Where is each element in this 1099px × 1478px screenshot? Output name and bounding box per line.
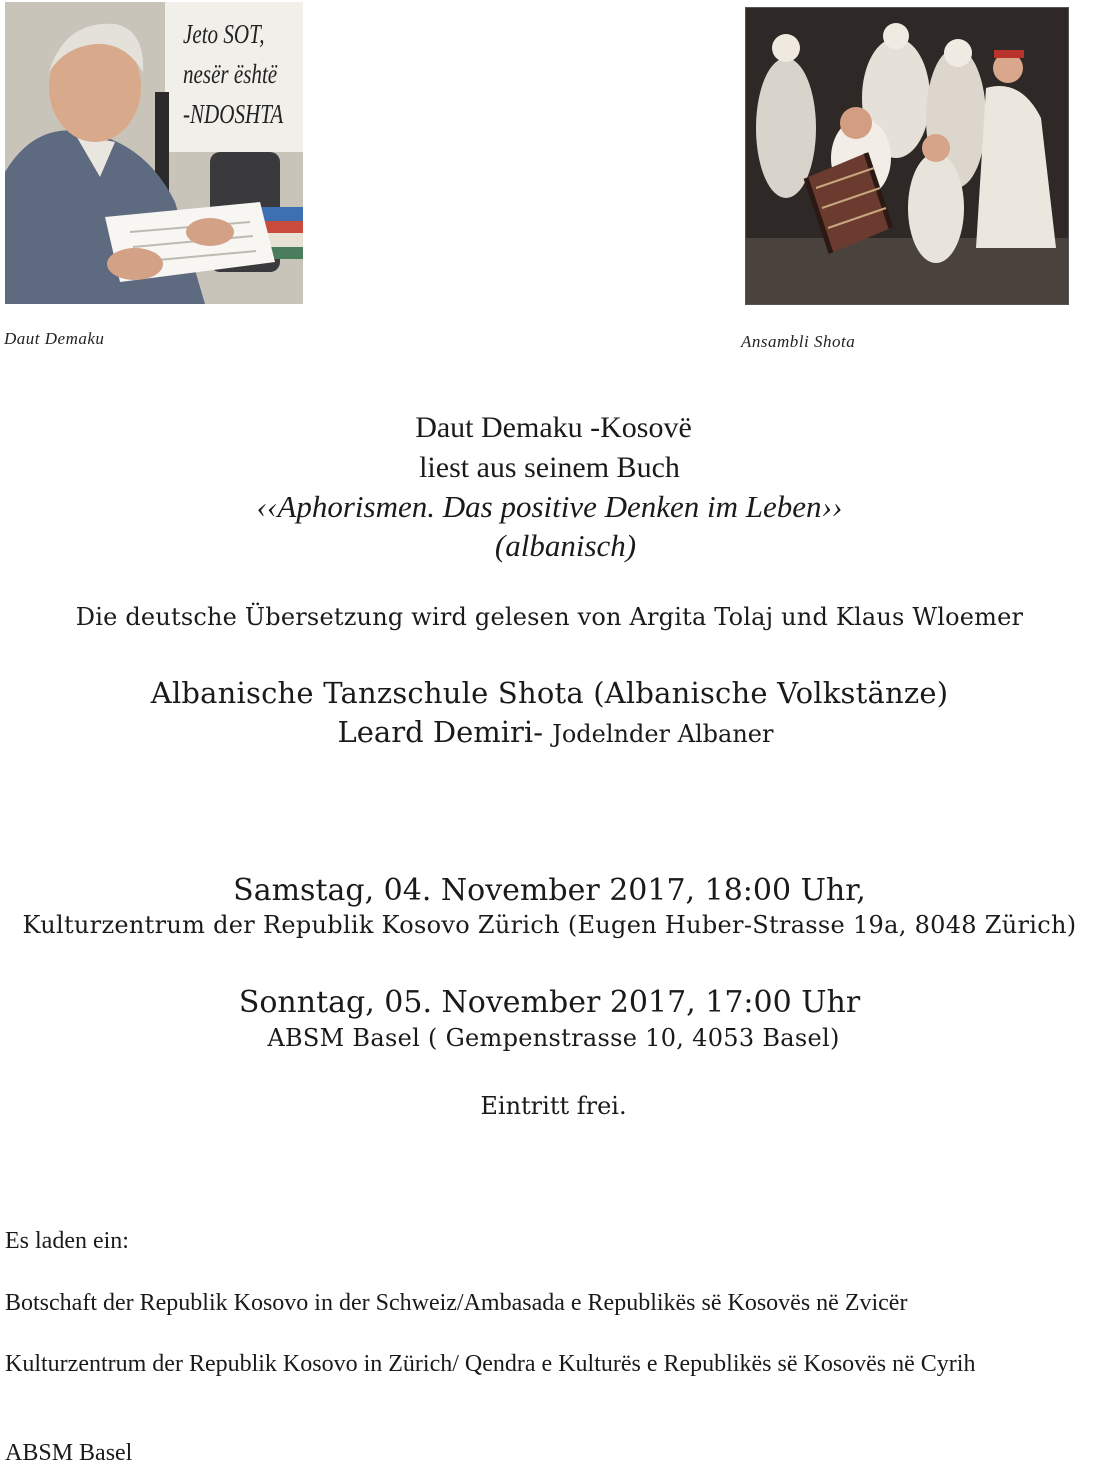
event-title-author: Daut Demaku -Kosovë bbox=[415, 411, 692, 444]
event-title-language: (albanisch) bbox=[494, 528, 637, 563]
program-singer bbox=[0, 715, 1099, 749]
event-title-reads: liest aus seinem Buch bbox=[419, 451, 680, 484]
entry-note: Eintritt frei. bbox=[480, 1092, 627, 1120]
host-organization: ABSM Basel bbox=[5, 1440, 133, 1466]
ensemble-photo-caption: Ansambli Shota bbox=[741, 332, 856, 351]
event-1-date: Samstag, 04. November 2017, 18:00 Uhr, bbox=[233, 873, 866, 908]
host-organization: Kulturzentrum der Republik Kosovo in Zürich/ Qendra e Kulturës e Republikës së Kosovës në Cyrih bbox=[5, 1351, 976, 1377]
photo-quote-line-3: -NDOSHTA bbox=[183, 99, 284, 129]
host-organization: Botschaft der Republik Kosovo in der Schweiz/Ambasada e Republikës së Kosovës në Zvicër bbox=[5, 1290, 908, 1316]
singer-name: Leard Demiri- bbox=[337, 715, 543, 749]
hosts-label: Es laden ein: bbox=[5, 1228, 129, 1254]
event-title-book: ‹‹Aphorismen. Das positive Denken im Leben›› bbox=[256, 489, 843, 524]
author-photo-caption: Daut Demaku bbox=[4, 329, 105, 348]
photo-quote-line-1: Jeto SOT, bbox=[183, 19, 265, 49]
event-2-date: Sonntag, 05. November 2017, 17:00 Uhr bbox=[238, 985, 861, 1020]
photo-quote bbox=[183, 14, 283, 134]
event-1-venue: Kulturzentrum der Republik Kosovo Zürich (Eugen Huber-Strasse 19a, 8048 Zürich) bbox=[22, 911, 1077, 939]
dance-ensemble-illustration bbox=[746, 8, 1068, 304]
program-dance-school: Albanische Tanzschule Shota (Albanische Volkstänze) bbox=[150, 676, 949, 710]
singer-description: Jodelnder Albaner bbox=[552, 720, 774, 748]
author-photo bbox=[5, 2, 303, 304]
dance-ensemble-photo bbox=[745, 7, 1069, 305]
event-2-venue: ABSM Basel ( Gempenstrasse 10, 4053 Basel) bbox=[267, 1024, 840, 1052]
translation-note: Die deutsche Übersetzung wird gelesen von Argita Tolaj und Klaus Wloemer bbox=[75, 603, 1024, 631]
photo-quote-line-2: nesër është bbox=[183, 59, 278, 89]
